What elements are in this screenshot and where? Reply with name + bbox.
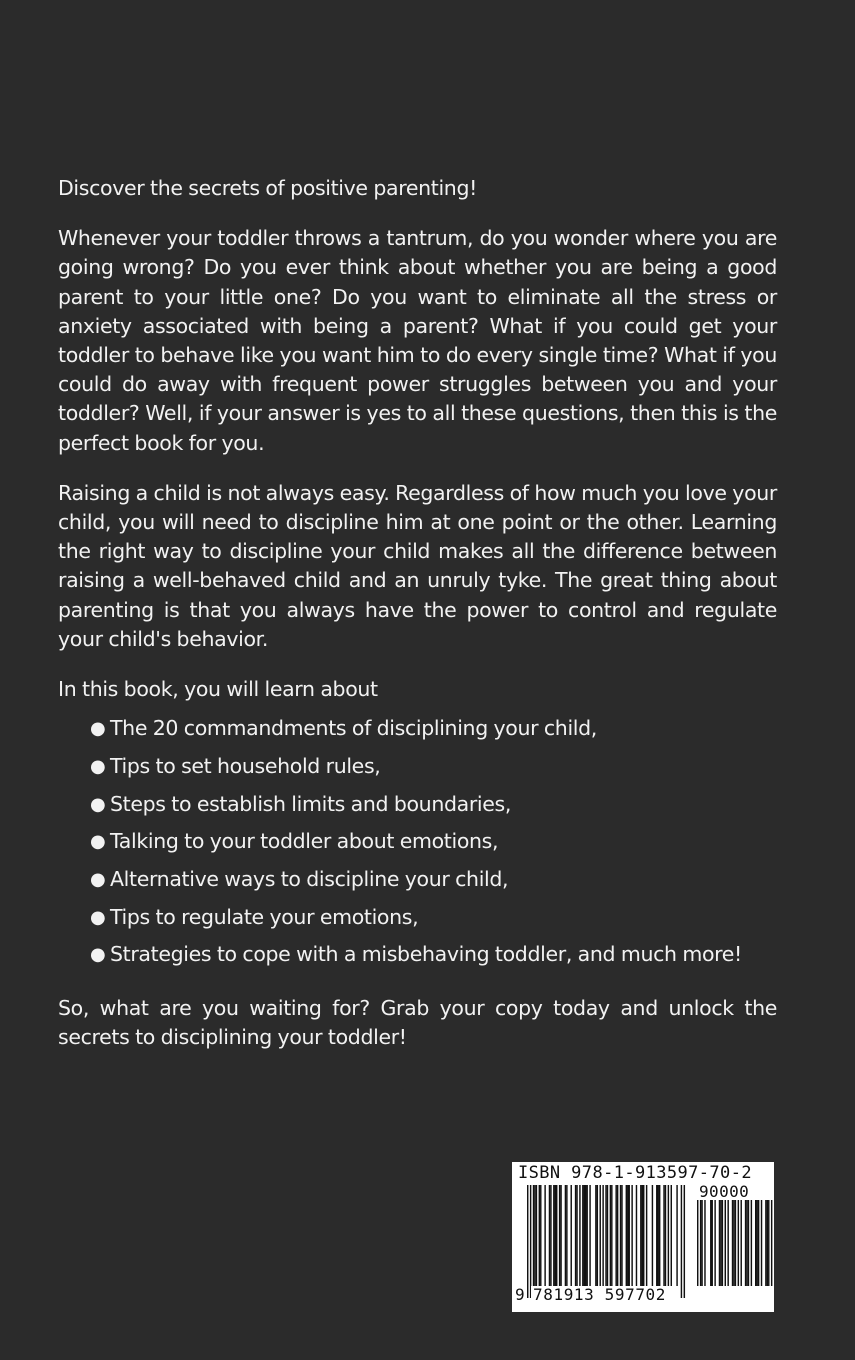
list-item-text: Strategies to cope with a misbehaving toddler, and much more! (110, 942, 742, 967)
barcode-bar (576, 1185, 577, 1286)
list-item-text: Talking to your toddler about emotions, (110, 829, 499, 854)
barcode-bar (697, 1200, 698, 1286)
list-item (90, 899, 777, 937)
barcode-bar (602, 1185, 603, 1286)
list-item (90, 710, 777, 748)
barcode-bar (536, 1185, 537, 1286)
barcode-bar (712, 1200, 713, 1286)
barcode-bar (646, 1185, 647, 1286)
barcode-bar (719, 1200, 720, 1286)
barcode-bar (595, 1185, 596, 1298)
barcode-bar (615, 1185, 616, 1286)
barcode-bar (748, 1200, 749, 1286)
barcode-bar (735, 1200, 736, 1286)
barcode-bar (671, 1185, 672, 1286)
list-item-text: Tips to regulate your emotions, (110, 904, 419, 929)
list-item-text: Steps to establish limits and boundaries, (110, 791, 512, 816)
barcode-bar (530, 1185, 531, 1298)
barcode-bar (586, 1185, 587, 1286)
barcode-bar (605, 1185, 606, 1286)
barcode-bar (553, 1185, 554, 1286)
barcode-bar (741, 1200, 742, 1286)
barcode-bar (582, 1185, 583, 1286)
list-item (90, 861, 777, 899)
barcode-bar (684, 1185, 685, 1298)
barcode-bar (710, 1200, 711, 1286)
blurb-paragraph-1: Whenever your toddler throws a tantrum, do you wonder where you are going wrong? Do you ever think about whether you are being a good parent to your little one? Do you want to eliminate all the stress or anxiety associated with being a parent? What if you could get your toddler to behave like you want him to do every single time? What if you could do away with frequent power struggles between you and your toddler? Well, if your answer is yes to all these questions, then this is the perfect book for you. (58, 226, 777, 455)
barcode-bar (732, 1200, 733, 1286)
barcode-bar (560, 1185, 561, 1286)
bullet-icon: ● (90, 831, 106, 853)
barcode-bar (555, 1185, 556, 1286)
barcode-bar (725, 1200, 726, 1286)
blurb-paragraph-2: Raising a child is not always easy. Regardless of how much you love your child, you will need to discipline him at one point or the other. Learning the right way to discipline your child makes all the difference between raising a well-behaved child and an unruly tyke. The great thing about parenting is that you always have the power to control and regulate your child's behavior. (58, 480, 777, 651)
price-code: 90000 (699, 1182, 750, 1201)
barcode-bar (617, 1185, 618, 1286)
ean-digits: 781913 597702 (533, 1285, 667, 1304)
barcode-bar (751, 1200, 752, 1286)
barcode-bar (621, 1185, 622, 1286)
barcode-bar (652, 1185, 653, 1286)
blurb-text (58, 174, 777, 1053)
barcode-bar (756, 1200, 757, 1286)
closing-paragraph: So, what are you waiting for? Grab your copy today and unlock the secrets to disciplining your toddler! (58, 996, 777, 1050)
barcode-bar (556, 1185, 557, 1286)
barcode-bar (733, 1200, 734, 1286)
barcode-bar (550, 1185, 551, 1286)
barcode-bar (533, 1185, 534, 1286)
bullet-icon: ● (90, 718, 106, 740)
barcode-bar (642, 1185, 643, 1286)
bullet-icon: ● (90, 755, 106, 777)
barcode-bar (585, 1185, 586, 1286)
list-item-text: Alternative ways to discipline your child, (110, 867, 509, 892)
barcode-bar (676, 1185, 677, 1286)
bullet-icon: ● (90, 869, 106, 891)
bullet-icon: ● (90, 906, 106, 928)
barcode-bar (755, 1200, 756, 1286)
barcode-bar (720, 1200, 721, 1286)
barcode-bar (658, 1185, 659, 1286)
barcode-bar (629, 1185, 630, 1286)
bullet-icon: ● (90, 944, 106, 966)
barcode-bar (610, 1185, 611, 1286)
barcode-bar (527, 1185, 528, 1298)
barcode-bar (584, 1185, 585, 1286)
barcode-bar (704, 1200, 705, 1286)
learn-intro: In this book, you will learn about (58, 677, 378, 702)
barcode-bar (631, 1185, 632, 1286)
barcode-bar (758, 1200, 759, 1286)
barcode-bar (534, 1185, 535, 1286)
barcode-bar (565, 1185, 566, 1286)
isbn-label: ISBN 978-1-913597-70-2 (518, 1163, 752, 1183)
barcode-bar (566, 1185, 567, 1286)
barcode-bar (626, 1185, 627, 1286)
barcode-bar (636, 1185, 637, 1286)
barcode-bar (659, 1185, 660, 1286)
bullet-icon: ● (90, 793, 106, 815)
barcode-bar (579, 1185, 580, 1286)
barcode-bar (597, 1185, 598, 1298)
list-item (90, 786, 777, 824)
list-item (90, 936, 777, 974)
barcode-bar (663, 1185, 664, 1286)
list-item-text: The 20 commandments of disciplining your child, (110, 716, 597, 741)
list-item (90, 823, 777, 861)
barcode-bar (746, 1200, 747, 1286)
barcode-bar (727, 1200, 728, 1286)
barcode-bar (681, 1185, 682, 1298)
barcode-bar (771, 1200, 772, 1286)
barcode-bar (575, 1185, 576, 1286)
list-item-text: Tips to set household rules, (110, 753, 381, 778)
barcode-bar (767, 1200, 768, 1286)
barcode-bar (668, 1185, 669, 1286)
barcode-bar (620, 1185, 621, 1286)
barcode-bar (745, 1200, 746, 1286)
barcode-bar (643, 1185, 644, 1286)
barcode-bar (571, 1185, 572, 1286)
barcode-bar (589, 1185, 590, 1286)
list-item (90, 748, 777, 786)
barcode-bar (600, 1185, 601, 1286)
barcode-bar (540, 1185, 541, 1286)
barcode-bar (722, 1200, 723, 1286)
barcode-bar (607, 1185, 608, 1286)
barcode-bar (738, 1200, 739, 1286)
ean-first-digit: 9 (515, 1285, 525, 1304)
barcode-bar (765, 1200, 766, 1286)
barcode-bar (700, 1200, 701, 1286)
barcode-bar (559, 1185, 560, 1286)
barcode-bar (627, 1185, 628, 1286)
isbn-barcode (512, 1162, 774, 1312)
barcode-bar (539, 1185, 540, 1286)
intro-line: Discover the secrets of positive parenting! (58, 176, 477, 200)
barcode-bar (714, 1200, 715, 1286)
barcode-bar (761, 1200, 762, 1286)
barcode-bar (768, 1200, 769, 1286)
barcode-bar (611, 1185, 612, 1286)
learn-list (58, 710, 777, 974)
barcode-bar (640, 1185, 641, 1286)
barcode-bar (544, 1185, 545, 1286)
barcode-bar (549, 1185, 550, 1286)
barcode-bar (701, 1200, 702, 1286)
barcode-bar (665, 1185, 666, 1286)
barcode-bar (656, 1185, 657, 1286)
